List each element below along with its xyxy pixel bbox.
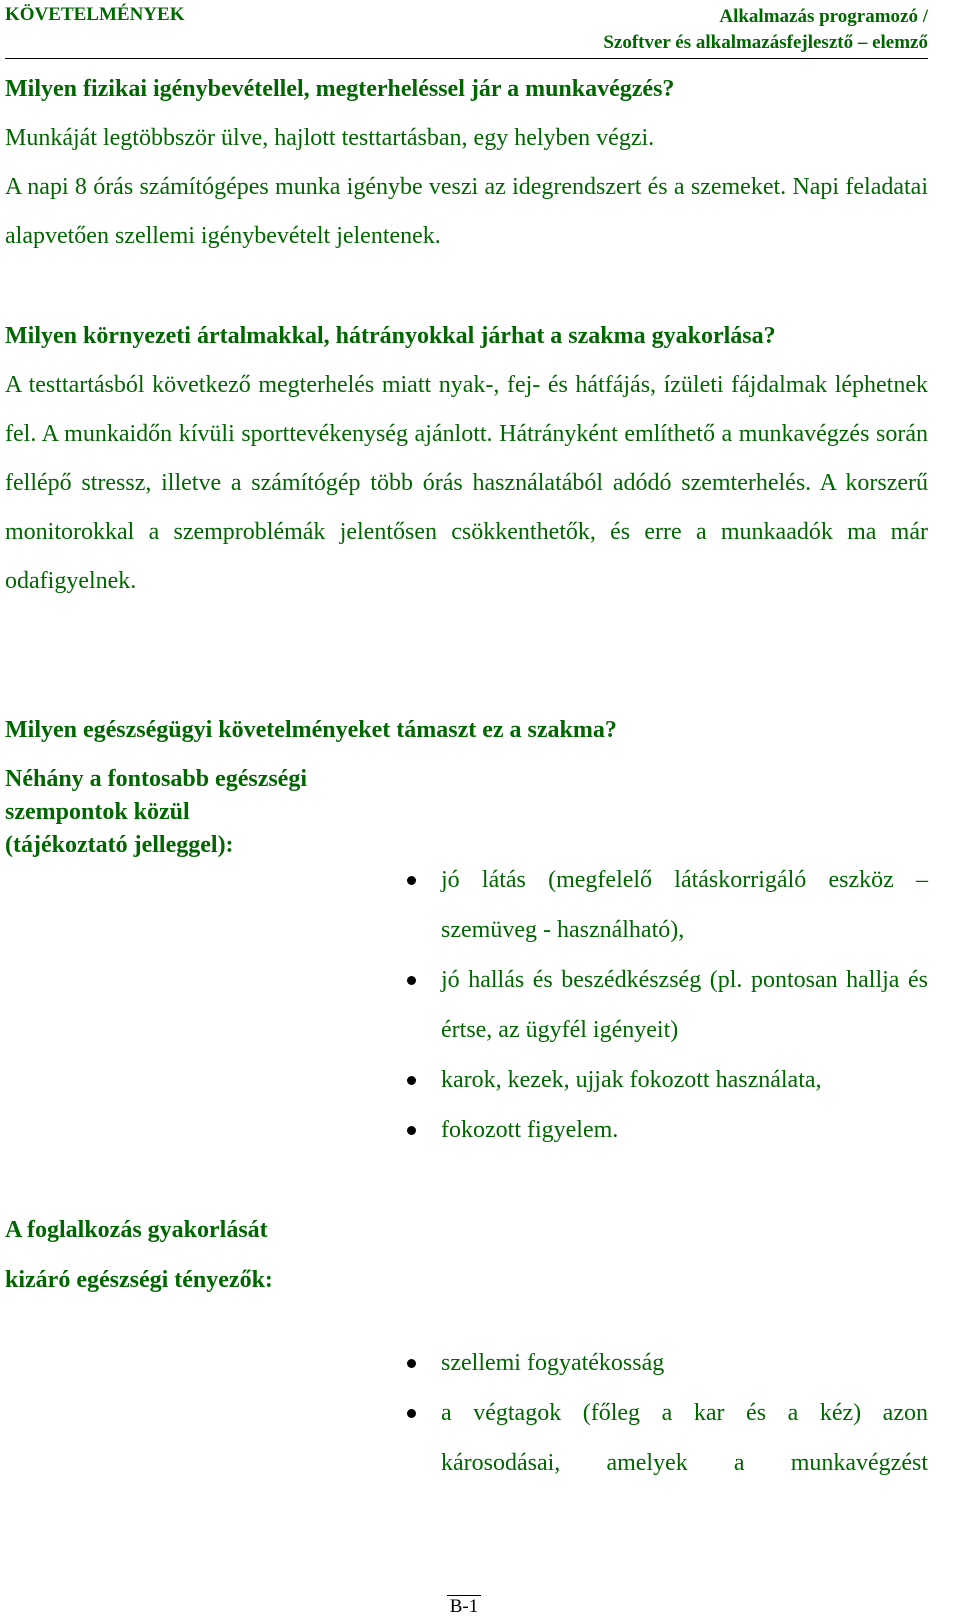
health-label [5, 763, 405, 862]
bullet-icon [407, 1076, 416, 1085]
list-item: fokozott figyelem. [405, 1105, 928, 1155]
health-label-line-3: (tájékoztató jelleggel): [5, 832, 234, 858]
list-item: jó hallás és beszédkészség (pl. pontosan hallja és értse, az ügyfél igényeit) [405, 955, 928, 1055]
bullet-icon [407, 1359, 416, 1368]
physical-line-2: A napi 8 órás számítógépes munka igénybe veszi az idegrendszert és a szemeket. Napi feladatai alapvetően szellemi igénybevételt jelentenek. [5, 174, 928, 249]
environment-text: A testtartásból következő megterhelés miatt nyak-, fej- és hátfájás, ízületi fájdalmak léphetnek fel. A munkaidőn kívüli sporttevékenység ajánlott. Hátrányként említhető a munkavégzés során fellépő stressz, illetve a számítógép több órás használatából adódó szemterhelés. A korszerű monitorokkal a szemproblémák jelentősen csökkenthetők, és erre a munkaadók ma már odafigyelnek. [5, 372, 928, 594]
header-right-line-2: Szoftver és alkalmazásfejlesztő – elemző [603, 32, 928, 53]
exclusion-factors-list [405, 1338, 928, 1488]
header-title-right [603, 4, 928, 56]
physical-line-1: Munkáját legtöbbször ülve, hajlott testtartásban, egy helyben végzi. [5, 125, 655, 151]
page-header [5, 0, 928, 59]
physical-heading: Milyen fizikai igénybevétellel, megterheléssel jár a munkavégzés? [5, 76, 675, 102]
exclusion-label-line-1: A foglalkozás gyakorlását [5, 1217, 268, 1243]
header-title-left: KÖVETELMÉNYEK [5, 4, 185, 25]
list-item: karok, kezek, ujjak fokozott használata, [405, 1055, 928, 1105]
exclusion-label [5, 1205, 405, 1305]
bullet-icon [407, 1126, 416, 1135]
list-item: szellemi fogyatékosság [405, 1338, 928, 1388]
health-heading: Milyen egészségügyi követelményeket támaszt ez a szakma? [5, 717, 617, 743]
exclusion-label-line-2: kizáró egészségi tényezők: [5, 1267, 273, 1293]
health-label-line-2: szempontok közül [5, 799, 190, 825]
list-item: jó látás (megfelelő látáskorrigáló eszköz – szemüveg - használható), [405, 855, 928, 955]
bullet-icon [407, 1409, 416, 1418]
page-number: B-1 [447, 1595, 481, 1618]
health-label-line-1: Néhány a fontosabb egészségi [5, 766, 308, 792]
environment-heading: Milyen környezeti ártalmakkal, hátrányokkal járhat a szakma gyakorlása? [5, 323, 776, 349]
list-item: a végtagok (főleg a kar és a kéz) azon károsodásai, amelyek a munkavégzést [405, 1388, 928, 1488]
header-right-line-1: Alkalmazás programozó / [719, 6, 928, 27]
bullet-icon [407, 976, 416, 985]
health-requirements-list [405, 855, 928, 1155]
bullet-icon [407, 876, 416, 885]
